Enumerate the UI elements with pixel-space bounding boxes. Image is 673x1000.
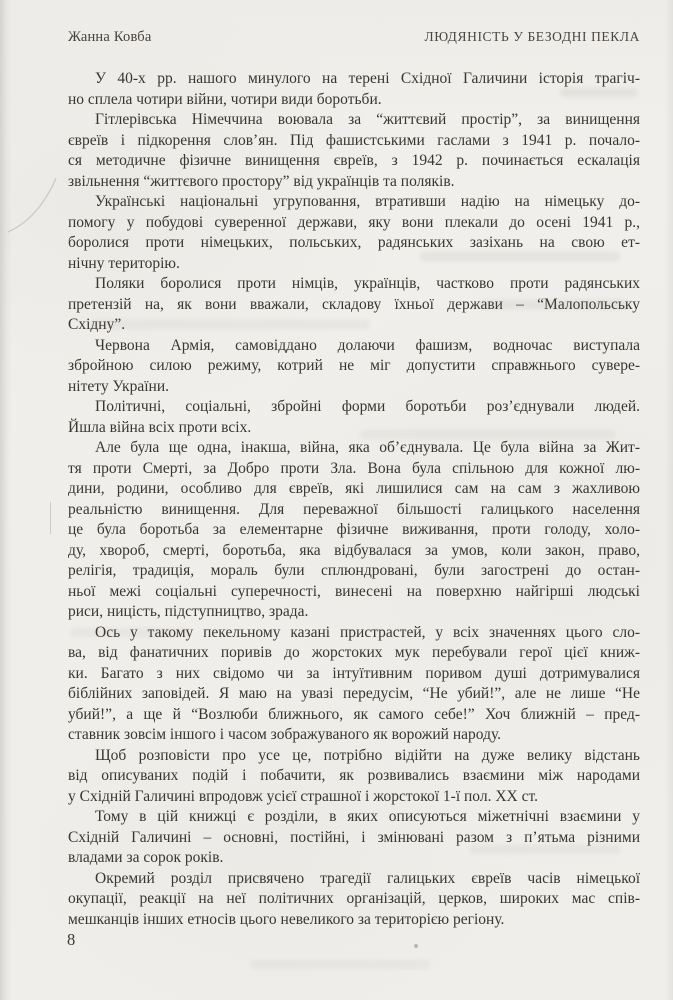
text-line: тя проти Смерті, за Добро проти Зла. Вона була спільною для кожної лю- [68,459,640,477]
text-line: релігія, традиція, мораль були сплюндровані, були загострені до остан- [68,562,640,579]
page-body [68,69,640,930]
text-line: убий!”, а ще й “Возлюби ближнього, як самого себе!” Хоч ближній – пред- [68,705,640,723]
scan-curve-artifact [0,0,70,260]
showthrough-smudge [360,430,615,439]
text-line: У 40-х рр. нашого минулого на терені Східної Галичини історія трагіч- [95,70,640,87]
text-line: боролися проти німецьких, польських, радянських зазіхань на свою ет- [68,234,640,251]
text-line: збройною силою режиму, котрий не міг допустити справжнього сувере- [68,357,640,374]
text-line: ставник зовсім іншого і часом зображуваного як ворожий народу. [68,726,502,743]
text-line: ду, хвороб, смерті, боротьба, яка відбувалася за умов, коли закон, право, [68,541,640,559]
scan-line-artifact [50,502,51,534]
text-line: Тому в цій книжці є розділи, в яких описуються міжетнічні взаємини у [95,808,640,825]
text-line: реальністю винищення. Для переважної більшості галицького населення [68,500,640,518]
showthrough-smudge [70,628,190,637]
text-line: риси, ницість, підступництво, зрада. [68,603,309,620]
text-line: це була боротьба за елементарне фізичне виживання, проти голоду, холо- [68,521,640,538]
text-line: Йшла війна всіх проти всіх. [68,418,252,436]
running-header-author: Жанна Ковба [68,29,152,45]
text-line: окупації, реакції на неї політичних організацій, церков, широких мас спів- [68,890,640,907]
text-line: дини, родини, особливо для євреїв, які лишилися сам на сам з жахливою [68,480,640,497]
page-number: 8 [67,930,76,949]
text-line: владами за сорок років. [68,849,224,866]
text-line: Політичні, соціальні, збройні форми боротьби роз’єднували людей. [95,398,640,415]
text-line: ся методичне фізичне винищення євреїв, з 1942 р. починається ескалація [68,152,640,169]
showthrough-smudge [420,252,620,261]
text-line: Окремий розділ присвячено трагедії галицьких євреїв часів німецької [95,869,640,887]
text-line: біблійних заповідей. Я маю на увазі передусім, “Не убий!”, але не лише “Не [68,685,640,702]
text-line: від описуваних подій і побачити, як розвивались взаємини між народами [68,767,640,784]
text-line: Східну”. [68,316,126,333]
text-line: ки. Багато з них свідомо чи за інтуїтивним поривом душі дотримувалися [68,664,640,682]
showthrough-smudge [480,300,630,309]
text-line: Щоб розповісти про усе це, потрібно відійти на дуже велику відстань [95,746,640,764]
text-line: претензій на, як вони вважали, складову їхньої держави – “Малопольську [68,295,640,313]
text-line: нічну територію. [68,254,180,272]
running-header [68,29,640,46]
showthrough-smudge [470,845,620,854]
text-line: мешканців інших етносів цього невеликого за територією регіону. [68,910,505,928]
showthrough-smudge [250,960,430,969]
text-line: Українські національні угруповання, втративши надію на німецьку до- [95,193,640,210]
text-line: євреїв і підкорення слов’ян. Під фашистськими гаслами з 1941 р. почало- [68,131,640,149]
paper-speck [414,944,418,948]
page-right-edge-shadow [665,0,673,1000]
text-line: звільнення “життєвого простору” від українців та поляків. [68,172,455,190]
text-line: Але була ще одна, інакша, війна, яка об’єднувала. Це була війна за Жит- [95,439,640,456]
showthrough-smudge [90,320,370,329]
text-line: у Східній Галичині впродовж усієї страшної і жорстокої 1-ї пол. ХХ ст. [68,787,538,805]
text-line: Гітлерівська Німеччина воювала за “життєвий простір”, за винищення [95,111,640,128]
text-line: но сплела чотири війни, чотири види боротьби. [68,90,382,108]
text-line: Ось у такому пекельному казані пристрастей, у всіх значеннях цього сло- [95,623,640,641]
text-line: нітету України. [68,377,169,395]
running-header-title: ЛЮДЯНІСТЬ У БЕЗОДНІ ПЕКЛА [424,29,640,44]
text-line: ньої межі соціальні суперечності, винесені на поверхню найгірші людські [68,582,640,600]
text-line: Червона Армія, самовіддано долаючи фашизм, водночас виступала [95,336,640,354]
showthrough-smudge [560,88,638,97]
text-line: Поляки боролися проти німців, українців, частково проти радянських [95,275,640,292]
text-line: ва, від фанатичних поривів до жорстоких мук перебували герої цієї книж- [68,644,640,661]
text-line: Східній Галичині – основні, постійні, і змінювані разом з п’ятьма різними [68,828,640,846]
text-line: помогу у побудові суверенної держави, яку вони плекали до осені 1941 р., [68,213,640,231]
